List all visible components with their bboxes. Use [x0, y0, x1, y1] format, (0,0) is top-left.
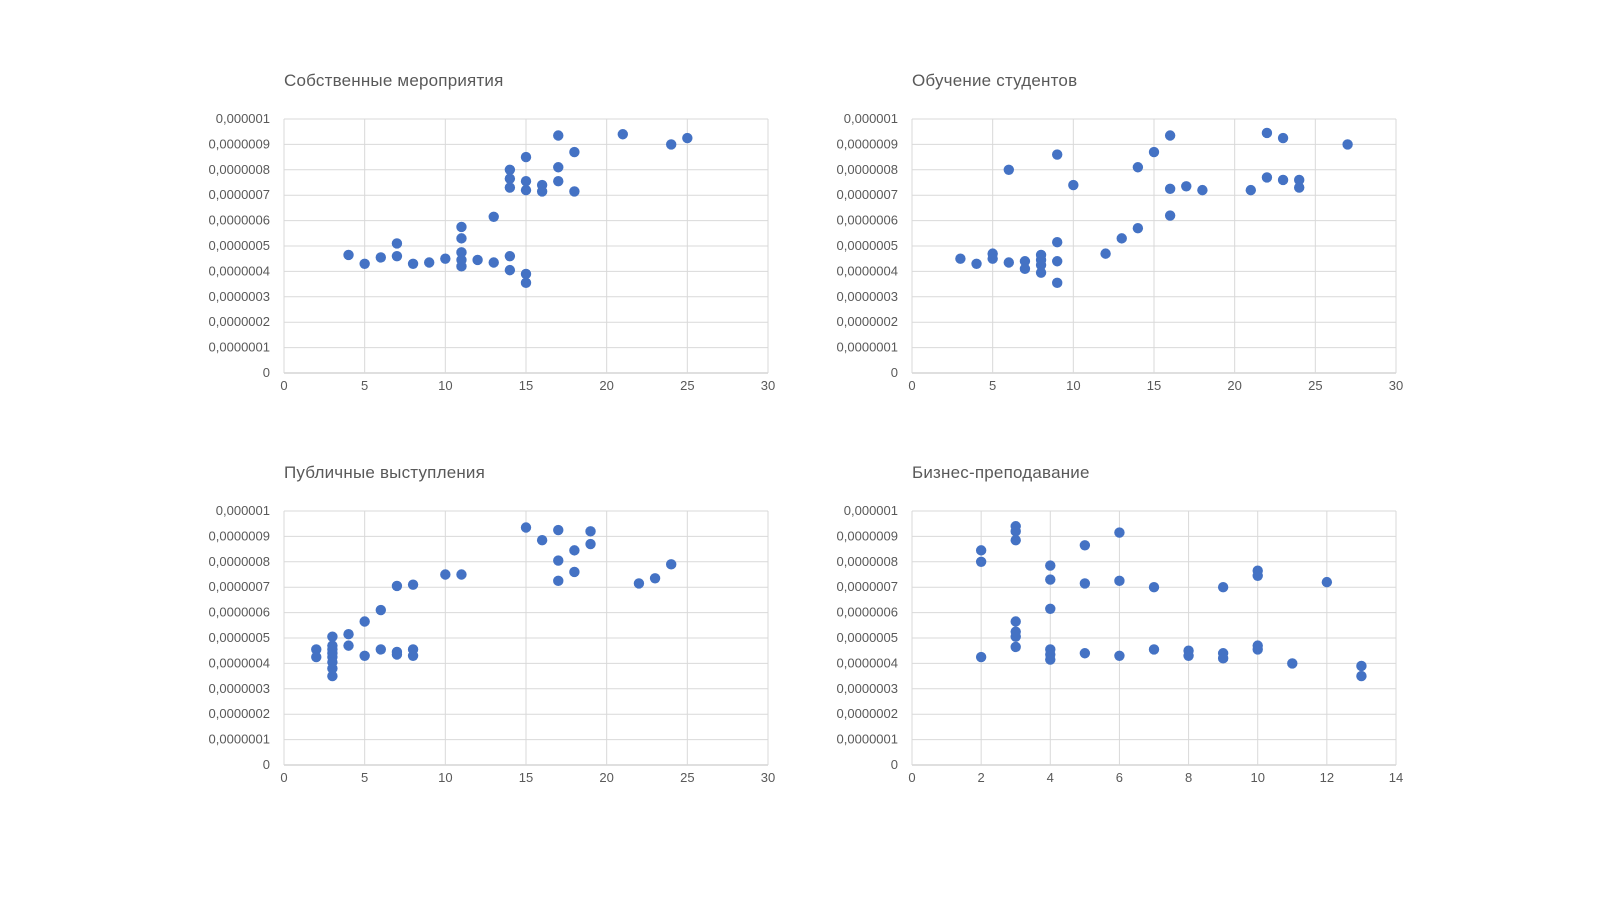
svg-text:0,0000007: 0,0000007 [208, 187, 270, 203]
svg-text:0,0000008: 0,0000008 [836, 553, 898, 569]
svg-text:0: 0 [262, 365, 270, 380]
svg-text:10: 10 [438, 770, 453, 785]
svg-text:20: 20 [1227, 378, 1242, 393]
svg-text:0,0000005: 0,0000005 [208, 238, 270, 253]
svg-text:0,0000007: 0,0000007 [208, 579, 270, 595]
chart-title: Обучение студентов [912, 71, 1078, 90]
svg-text:0,0000006: 0,0000006 [836, 604, 898, 620]
svg-text:0,0000002: 0,0000002 [208, 706, 270, 722]
svg-text:0,0000001: 0,0000001 [208, 339, 270, 355]
svg-text:8: 8 [1184, 770, 1193, 785]
svg-text:4: 4 [1046, 770, 1054, 785]
svg-text:0,0000004: 0,0000004 [836, 655, 898, 671]
svg-text:0,0000001: 0,0000001 [836, 731, 898, 747]
svg-text:0,0000006: 0,0000006 [208, 212, 270, 228]
svg-text:0: 0 [280, 770, 288, 785]
svg-text:0: 0 [908, 378, 916, 393]
svg-text:12: 12 [1319, 770, 1335, 785]
svg-text:0,0000002: 0,0000002 [208, 314, 270, 330]
svg-text:5: 5 [989, 378, 997, 393]
svg-text:15: 15 [518, 378, 534, 393]
svg-text:0: 0 [890, 365, 898, 380]
svg-text:10: 10 [1250, 770, 1265, 785]
svg-text:0,0000002: 0,0000002 [836, 314, 898, 330]
svg-text:0,0000005: 0,0000005 [836, 238, 898, 253]
chart-student-training[interactable] [817, 59, 1417, 404]
svg-text:15: 15 [1146, 378, 1162, 393]
svg-text:0,0000009: 0,0000009 [208, 136, 270, 152]
scatter-plot-public-speaking [189, 451, 789, 796]
svg-text:25: 25 [680, 378, 695, 393]
svg-text:0,0000005: 0,0000005 [836, 630, 898, 645]
svg-text:0,0000005: 0,0000005 [208, 630, 270, 645]
svg-text:14: 14 [1388, 770, 1404, 785]
chart-title: Собственные мероприятия [284, 71, 504, 90]
svg-text:0,0000001: 0,0000001 [208, 731, 270, 747]
svg-text:0,000001: 0,000001 [215, 503, 270, 518]
svg-text:0,0000003: 0,0000003 [836, 680, 898, 696]
svg-text:20: 20 [599, 378, 614, 393]
chart-business-teaching[interactable] [817, 451, 1417, 796]
svg-text:0,0000004: 0,0000004 [208, 263, 270, 279]
svg-text:0,0000002: 0,0000002 [836, 706, 898, 722]
svg-text:10: 10 [1066, 378, 1081, 393]
svg-text:0,000001: 0,000001 [215, 111, 270, 126]
svg-text:0,0000003: 0,0000003 [836, 288, 898, 304]
svg-text:30: 30 [760, 378, 776, 393]
svg-text:0,0000008: 0,0000008 [208, 161, 270, 177]
svg-text:0,0000009: 0,0000009 [836, 528, 898, 544]
svg-text:0,0000008: 0,0000008 [836, 161, 898, 177]
svg-text:0,0000003: 0,0000003 [208, 680, 270, 696]
svg-text:0,0000001: 0,0000001 [836, 339, 898, 355]
chart-own-events[interactable] [189, 59, 789, 404]
svg-text:0,0000007: 0,0000007 [836, 579, 898, 595]
svg-text:0,000001: 0,000001 [843, 503, 898, 518]
svg-text:0,0000007: 0,0000007 [836, 187, 898, 203]
chart-public-speaking[interactable] [189, 451, 789, 796]
svg-text:0: 0 [280, 378, 288, 393]
chart-title: Бизнес-преподавание [912, 463, 1090, 482]
svg-text:0,0000008: 0,0000008 [208, 553, 270, 569]
svg-text:0,0000006: 0,0000006 [208, 604, 270, 620]
svg-text:0,0000003: 0,0000003 [208, 288, 270, 304]
svg-text:0,0000009: 0,0000009 [836, 136, 898, 152]
svg-text:0,0000004: 0,0000004 [208, 655, 270, 671]
svg-text:0,0000009: 0,0000009 [208, 528, 270, 544]
svg-text:25: 25 [1308, 378, 1323, 393]
svg-text:25: 25 [680, 770, 695, 785]
svg-text:5: 5 [361, 770, 369, 785]
svg-text:0,0000004: 0,0000004 [836, 263, 898, 279]
svg-text:10: 10 [438, 378, 453, 393]
svg-text:15: 15 [518, 770, 534, 785]
svg-text:5: 5 [361, 378, 369, 393]
svg-text:2: 2 [977, 770, 985, 785]
svg-text:30: 30 [760, 770, 776, 785]
svg-text:0: 0 [908, 770, 916, 785]
svg-text:30: 30 [1388, 378, 1404, 393]
svg-text:20: 20 [599, 770, 614, 785]
scatter-plot-business-teaching [817, 451, 1417, 796]
svg-text:0: 0 [262, 757, 270, 772]
svg-text:0: 0 [890, 757, 898, 772]
svg-text:6: 6 [1115, 770, 1124, 785]
svg-text:0,0000006: 0,0000006 [836, 212, 898, 228]
scatter-plot-own-events [189, 59, 789, 404]
scatter-plot-student-training [817, 59, 1417, 404]
svg-text:0,000001: 0,000001 [843, 111, 898, 126]
chart-title: Публичные выступления [284, 463, 486, 482]
